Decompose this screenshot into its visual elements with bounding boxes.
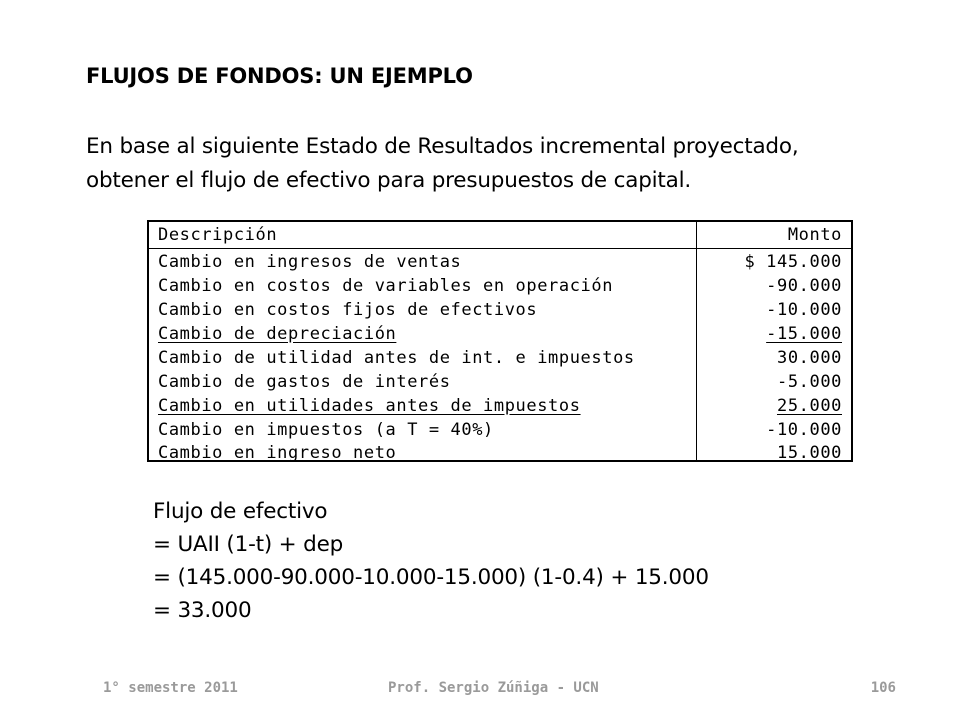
cash-flow-formula: = UAII (1-t) + dep xyxy=(153,532,344,557)
row-amount: 15.000 xyxy=(776,443,842,463)
table-row xyxy=(149,441,851,465)
row-description: Cambio en costos de variables en operación xyxy=(158,276,614,296)
footer-author: Prof. Sergio Zúñiga - UCN xyxy=(388,680,599,696)
row-description: Cambio en impuestos (a T = 40%) xyxy=(158,420,494,440)
cash-flow-result: = 33.000 xyxy=(153,598,252,623)
row-description: Cambio en utilidades antes de impuestos xyxy=(158,396,581,416)
header-amount: Monto xyxy=(787,225,842,245)
table-header-row xyxy=(149,223,851,247)
footer-page-number: 106 xyxy=(870,680,896,696)
row-amount: -10.000 xyxy=(766,300,842,320)
intro-line-2: obtener el flujo de efectivo para presupuestos de capital. xyxy=(86,168,692,193)
row-amount: 25.000 xyxy=(776,396,842,416)
table-row xyxy=(149,418,851,442)
row-description: Cambio de gastos de interés xyxy=(158,372,451,392)
row-description: Cambio en ingresos de ventas xyxy=(158,252,462,272)
table-row xyxy=(149,250,851,274)
table-row xyxy=(149,346,851,370)
header-divider xyxy=(149,248,851,249)
slide-title: FLUJOS DE FONDOS: UN EJEMPLO xyxy=(86,64,473,88)
table-row xyxy=(149,370,851,394)
header-description: Descripción xyxy=(158,225,278,245)
row-description: Cambio de depreciación xyxy=(158,324,397,344)
row-description: Cambio en ingreso neto xyxy=(158,443,397,463)
row-amount: -5.000 xyxy=(776,372,842,392)
table-row xyxy=(149,322,851,346)
table-row xyxy=(149,274,851,298)
intro-line-1: En base al siguiente Estado de Resultados incremental proyectado, xyxy=(86,134,799,159)
cash-flow-substitution: = (145.000-90.000-10.000-15.000) (1-0.4) + 15.000 xyxy=(153,565,709,590)
table-row xyxy=(149,394,851,418)
intro-paragraph xyxy=(86,130,926,198)
income-statement-table xyxy=(147,220,853,462)
footer-semester: 1° semestre 2011 xyxy=(103,680,238,696)
row-amount: -10.000 xyxy=(766,420,842,440)
row-amount: $ 145.000 xyxy=(744,252,842,272)
row-amount: -15.000 xyxy=(766,324,842,344)
row-amount: 30.000 xyxy=(776,348,842,368)
cash-flow-label: Flujo de efectivo xyxy=(153,499,328,524)
cash-flow-calculation xyxy=(153,495,709,627)
row-amount: -90.000 xyxy=(766,276,842,296)
table-row xyxy=(149,298,851,322)
row-description: Cambio en costos fijos de efectivos xyxy=(158,300,538,320)
row-description: Cambio de utilidad antes de int. e impuestos xyxy=(158,348,635,368)
